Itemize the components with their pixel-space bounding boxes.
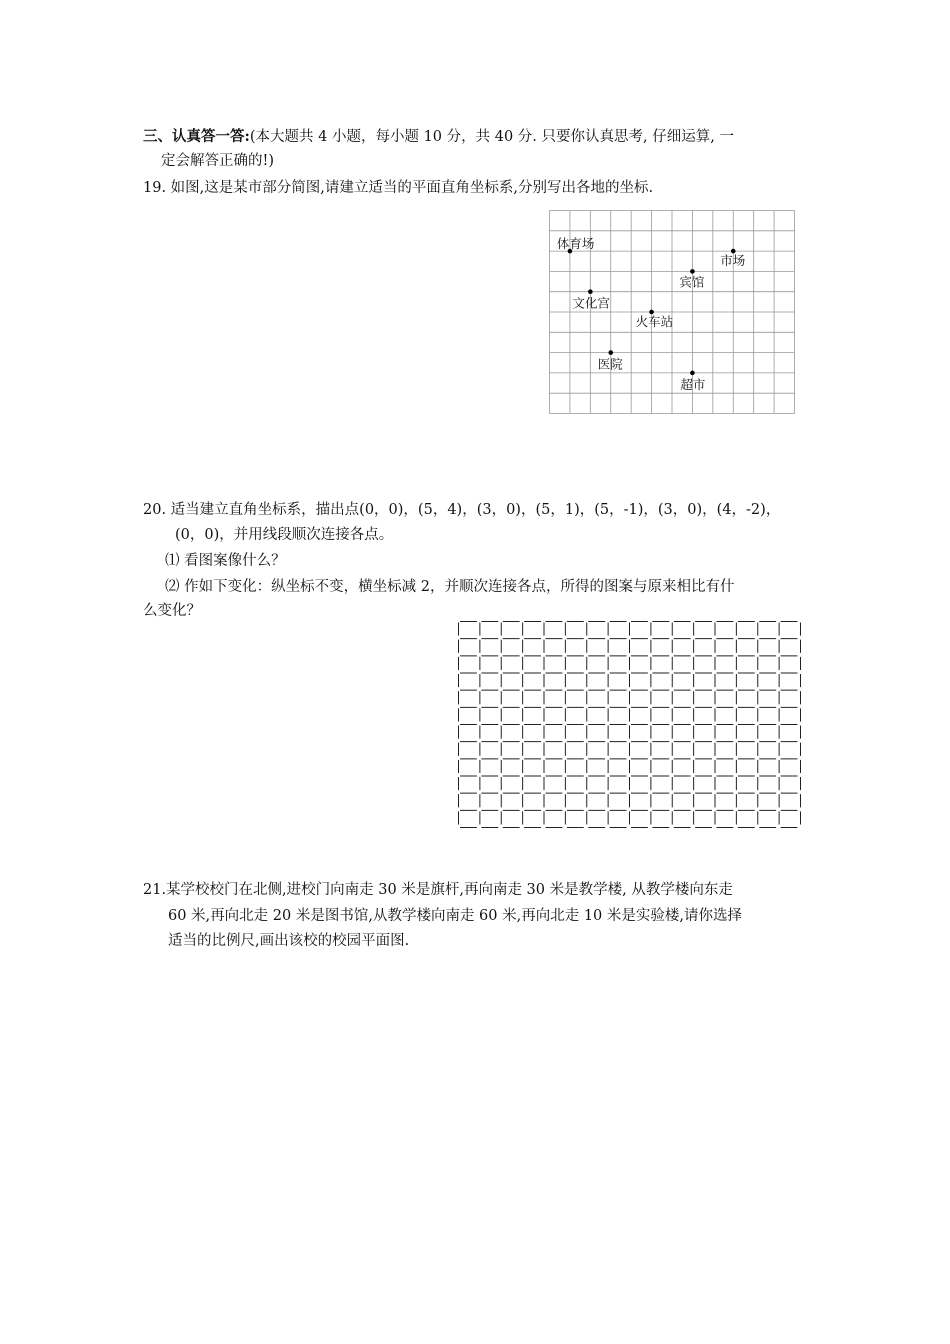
city-map-grid bbox=[549, 210, 795, 414]
q21-line1: 21.某学校校门在北侧,进校门向南走 30 米是旗杆,再向南走 30 米是教学楼, 从教学楼向东走 bbox=[143, 882, 733, 898]
section-note-2: 定会解答正确的!) bbox=[161, 153, 274, 169]
map-point-label: 文化宫 bbox=[572, 295, 610, 311]
q20-sub2-line2: 么变化？ bbox=[143, 603, 201, 619]
map-point-label: 医院 bbox=[597, 356, 623, 372]
map-point-label: 体育场 bbox=[556, 236, 595, 252]
q21-line2: 60 米,再向北走 20 米是图书馆,从教学楼向南走 60 米,再向北走 10 米是实验楼,请你选择 bbox=[168, 908, 743, 924]
q20-sub1: ⑴ 看图案像什么？ bbox=[165, 553, 286, 569]
map-point-marker bbox=[690, 371, 695, 376]
map-point-label: 火车站 bbox=[635, 314, 674, 329]
section-note-1: (本大题共 4 小题，每小题 10 分，共 40 分. 只要你认真思考, 仔细运算, 一 bbox=[249, 129, 734, 145]
section-heading-line bbox=[143, 127, 734, 147]
q19-text: 19. 如图,这是某市部分简图,请建立适当的平面直角坐标系,分别写出各地的坐标. bbox=[143, 180, 654, 196]
dashed-coordinate-grid bbox=[457, 620, 803, 830]
map-point-marker bbox=[588, 289, 593, 294]
q20-line2: (0，0)，并用线段顺次连接各点。 bbox=[175, 527, 394, 543]
q21-line3: 适当的比例尺,画出该校的校园平面图. bbox=[168, 933, 410, 949]
section-heading: 三、认真答一答: bbox=[143, 128, 250, 145]
map-point-label: 市场 bbox=[720, 253, 746, 269]
q20-sub2-line1: ⑵ 作如下变化：纵坐标不变，横坐标减 2，并顺次连接各点，所得的图案与原来相比有什 bbox=[165, 579, 735, 595]
map-point-label: 宾馆 bbox=[679, 274, 705, 290]
map-point-marker bbox=[608, 350, 613, 355]
map-point-label: 超市 bbox=[680, 376, 706, 392]
map-point-marker bbox=[690, 269, 695, 274]
q20-line1: 20. 适当建立直角坐标系，描出点(0，0)，(5，4)，(3，0)，(5，1)，(5，-1)，(3，0)，(4，-2)， bbox=[143, 502, 781, 518]
